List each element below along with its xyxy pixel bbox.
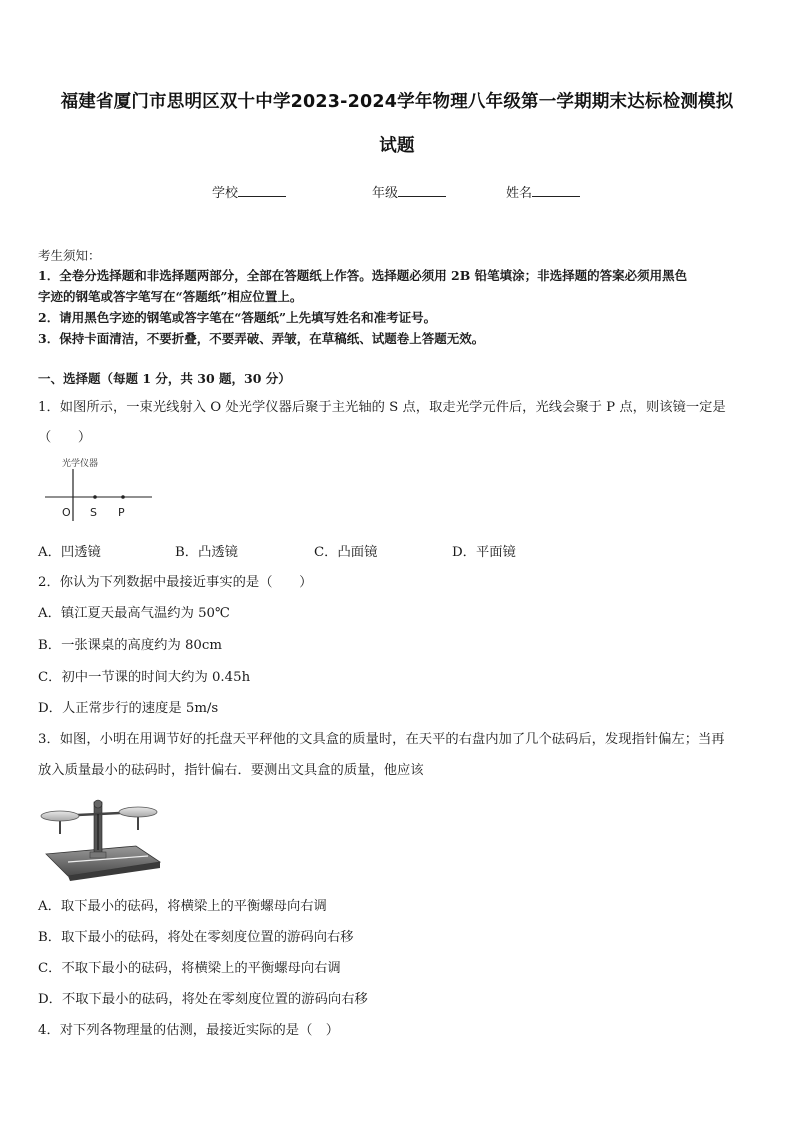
name-field — [506, 182, 580, 201]
q1-option-a: A．凹透镜 — [38, 545, 101, 560]
point-s-dot — [93, 495, 97, 499]
label-o: O — [62, 506, 71, 519]
name-blank — [532, 184, 580, 197]
notice-heading: 考生须知： — [38, 248, 101, 263]
balance-scale-figure — [38, 790, 164, 882]
scale-foot — [90, 852, 106, 858]
question-3-stem-b: 放入质量最小的砝码时，指针偏右．要测出文具盒的质量，他应该 — [38, 763, 424, 778]
q3-option-a: A．取下最小的砝码，将横梁上的平衡螺母向右调 — [38, 899, 327, 914]
q2-option-c: C．初中一节课的时间大约为 0.45h — [38, 670, 251, 685]
label-p: P — [118, 506, 125, 519]
exam-title-line-1: 福建省厦门市思明区双十中学2023-2024学年物理八年级第一学期期末达标检测模拟 — [60, 92, 734, 112]
point-p-dot — [121, 495, 125, 499]
left-pan — [41, 811, 79, 821]
exam-title-line-2: 试题 — [379, 136, 415, 156]
optics-figure — [40, 455, 160, 525]
notice-item-1b: 字迹的钢笔或答字笔写在“答题纸”相应位置上。 — [38, 289, 303, 304]
school-blank — [238, 184, 286, 197]
notice-item-3: 3．保持卡面清洁，不要折叠，不要弄破、弄皱，在草稿纸、试题卷上答题无效。 — [38, 331, 485, 346]
grade-label: 年级 — [372, 186, 399, 201]
school-field — [212, 182, 286, 201]
q1-option-b: B．凸透镜 — [175, 545, 238, 560]
name-label: 姓名 — [506, 186, 533, 201]
q3-option-d: D．不取下最小的砝码，将处在零刻度位置的游码向右移 — [38, 992, 368, 1007]
q3-option-b: B．取下最小的砝码，将处在零刻度位置的游码向右移 — [38, 930, 354, 945]
question-2-stem: 2．你认为下列数据中最接近事实的是（ ） — [38, 575, 313, 590]
q3-option-c: C．不取下最小的砝码，将横梁上的平衡螺母向右调 — [38, 961, 341, 976]
q2-option-b: B．一张课桌的高度约为 80cm — [38, 638, 222, 653]
question-1-blank: （ ） — [38, 430, 92, 445]
figure-label-optics: 光学仪器 — [62, 459, 99, 469]
notice-item-1a: 1．全卷分选择题和非选择题两部分，全部在答题纸上作答。选择题必须用 2B 铅笔填涂；非选择题的答案必须用黑色 — [38, 268, 688, 283]
grade-field — [372, 182, 446, 201]
right-pan — [119, 807, 157, 817]
school-label: 学校 — [212, 186, 239, 201]
question-4-stem: 4．对下列各物理量的估测，最接近实际的是（ ） — [38, 1023, 339, 1038]
label-s: S — [90, 506, 97, 519]
grade-blank — [398, 184, 446, 197]
q2-option-a: A．镇江夏天最高气温约为 50℃ — [38, 606, 230, 621]
q2-option-d: D．人正常步行的速度是 5m/s — [38, 701, 219, 716]
notice-item-2: 2．请用黑色字迹的钢笔或答字笔在“答题纸”上先填写姓名和准考证号。 — [38, 310, 437, 325]
question-3-stem-a: 3．如图，小明在用调节好的托盘天平秤他的文具盒的质量时，在天平的右盘内加了几个砝码后，发现指针偏左；当再 — [38, 732, 725, 747]
scale-knob — [94, 800, 102, 808]
section-heading: 一、选择题（每题 1 分，共 30 题，30 分） — [38, 371, 291, 386]
q1-option-c: C．凸面镜 — [314, 545, 378, 560]
q1-option-d: D．平面镜 — [452, 545, 516, 560]
question-1-stem: 1．如图所示，一束光线射入 O 处光学仪器后聚于主光轴的 S 点，取走光学元件后，光线会聚于 P 点，则该镜一定是 — [38, 400, 726, 415]
